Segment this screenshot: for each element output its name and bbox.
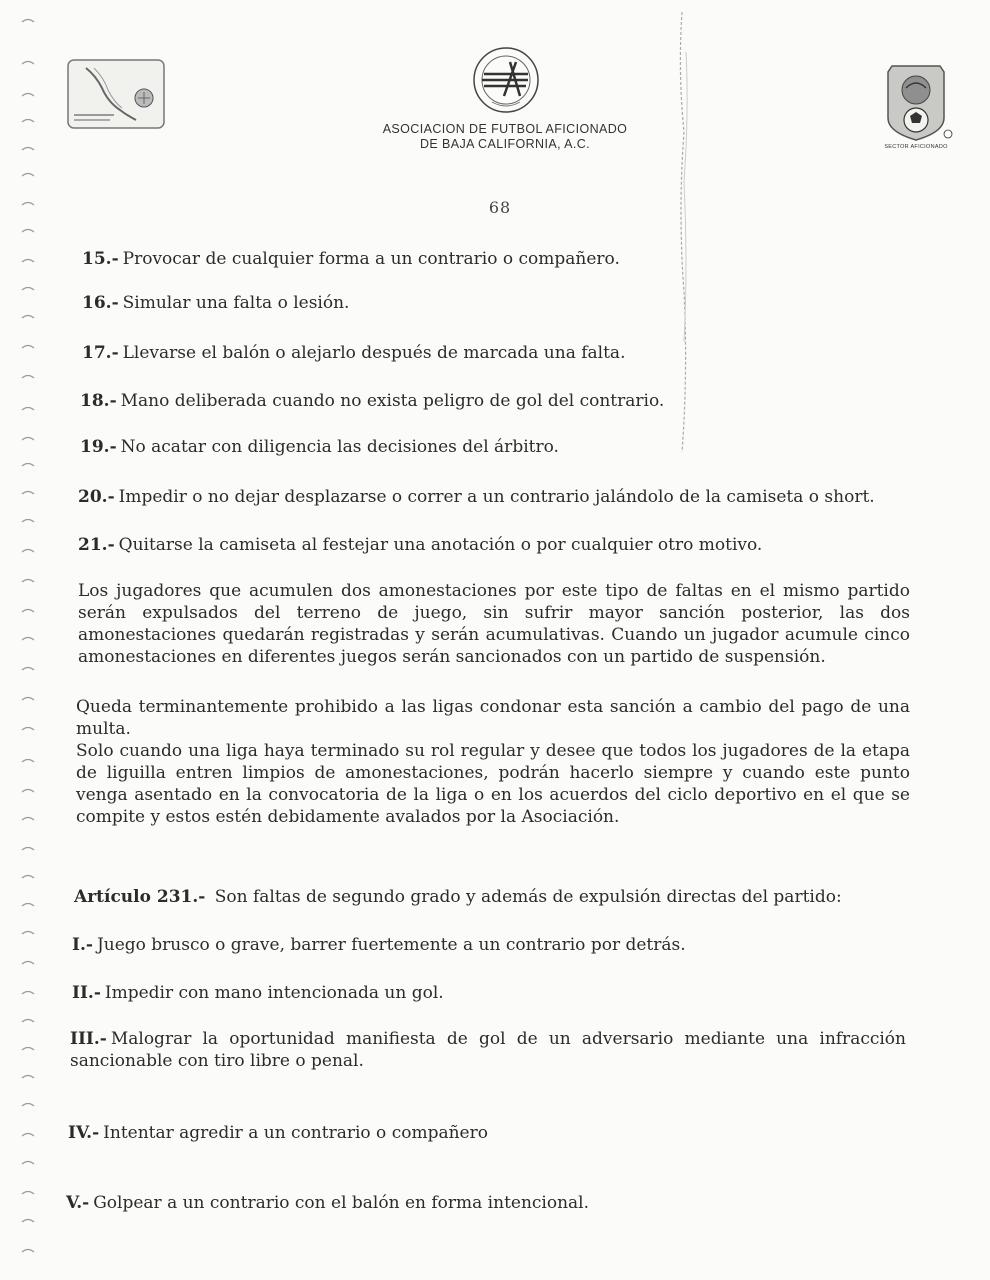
roman-item-iv (68, 1122, 488, 1144)
roman-item-text: Malograr la oportunidad manifiesta de gol de un adversario mediante una infracción sancionable con tiro libre o penal. (70, 1029, 906, 1071)
list-item-16 (82, 292, 349, 314)
list-item-19 (80, 436, 559, 458)
page-number: 68 (488, 198, 512, 217)
list-item-21 (78, 534, 762, 556)
list-item-text: Impedir o no dejar desplazarse o correr a un contrario jalándolo de la camiseta o short. (118, 487, 875, 507)
roman-item-i (72, 934, 686, 956)
roman-item-label: III.- (70, 1029, 107, 1049)
list-item-15 (82, 248, 620, 270)
list-item-text: Llevarse el balón o alejarlo después de marcada una falta. (122, 343, 626, 363)
roman-item-text: Juego brusco o grave, barrer fuertemente a un contrario por detrás. (96, 935, 686, 955)
list-item-18 (80, 390, 664, 412)
list-item-label: 21.- (78, 535, 115, 555)
list-item-17 (82, 342, 625, 364)
list-item-label: 19.- (80, 437, 117, 457)
article-text: Son faltas de segundo grado y además de expulsión directas del partido: (214, 887, 842, 907)
list-item-label: 20.- (78, 487, 115, 507)
list-item-text: No acatar con diligencia las decisiones del árbitro. (120, 437, 559, 457)
sector-aficionado-logo (876, 58, 956, 144)
roman-item-label: I.- (72, 935, 93, 955)
list-item-label: 15.- (82, 249, 119, 269)
list-item-label: 16.- (82, 293, 119, 313)
roman-item-text: Impedir con mano intencionada un gol. (104, 983, 444, 1003)
roman-item-text: Intentar agredir a un contrario o compañero (103, 1123, 488, 1143)
roman-item-label: V.- (66, 1193, 90, 1213)
roman-item-text: Golpear a un contrario con el balón en forma intencional. (93, 1193, 590, 1213)
list-item-text: Provocar de cualquier forma a un contrario o compañero. (122, 249, 620, 269)
org-name-line-2: DE BAJA CALIFORNIA, A.C. (419, 137, 591, 151)
list-item-label: 17.- (82, 343, 119, 363)
list-item-label: 18.- (80, 391, 117, 411)
org-name-line-1: ASOCIACION DE FUTBOL AFICIONADO (382, 122, 628, 136)
baja-california-map-logo (66, 58, 166, 130)
roman-item-ii (72, 982, 444, 1004)
list-item-text: Mano deliberada cuando no exista peligro de gol del contrario. (120, 391, 665, 411)
list-item-text: Quitarse la camiseta al festejar una anotación o por cualquier otro motivo. (118, 535, 763, 555)
binding-edge-marks (8, 0, 48, 1280)
paragraph-prohibition: Queda terminantemente prohibido a las ligas condonar esta sanción a cambio del pago de una multa. (76, 697, 910, 739)
roman-item-label: IV.- (68, 1123, 100, 1143)
paragraph-accumulation: Los jugadores que acumulen dos amonestaciones por este tipo de faltas en el mismo partido serán expulsados del terreno de juego, sin sufrir mayor sanción posterior, las dos amonestaciones quedarán registradas y serán acumulativas. Cuando un jugador acumule cinco amonestaciones en diferentes juegos serán sancionados con un partido de suspensión. (78, 581, 910, 667)
article-label: Artículo 231.- (74, 887, 206, 907)
list-item-20 (78, 486, 875, 508)
roman-item-v (66, 1192, 589, 1214)
sector-aficionado-label: SECTOR AFICIONADO (884, 144, 948, 150)
list-item-text: Simular una falta o lesión. (122, 293, 350, 313)
roman-item-label: II.- (72, 983, 101, 1003)
paragraph-liguilla: Solo cuando una liga haya terminado su rol regular y desee que todos los jugadores de la etapa de liguilla entren limpios de amonestaciones, podrán hacerlo siempre y cuando este punto venga asentado en la convocatoria de la liga o en los acuerdos del ciclo deportivo en el que se compite y estos estén debidamente avalados por la Asociación. (76, 741, 910, 827)
page-fold-shadow (672, 12, 692, 457)
roman-item-iii (70, 1028, 906, 1072)
association-emblem-logo (470, 44, 542, 116)
article-231 (74, 886, 842, 908)
